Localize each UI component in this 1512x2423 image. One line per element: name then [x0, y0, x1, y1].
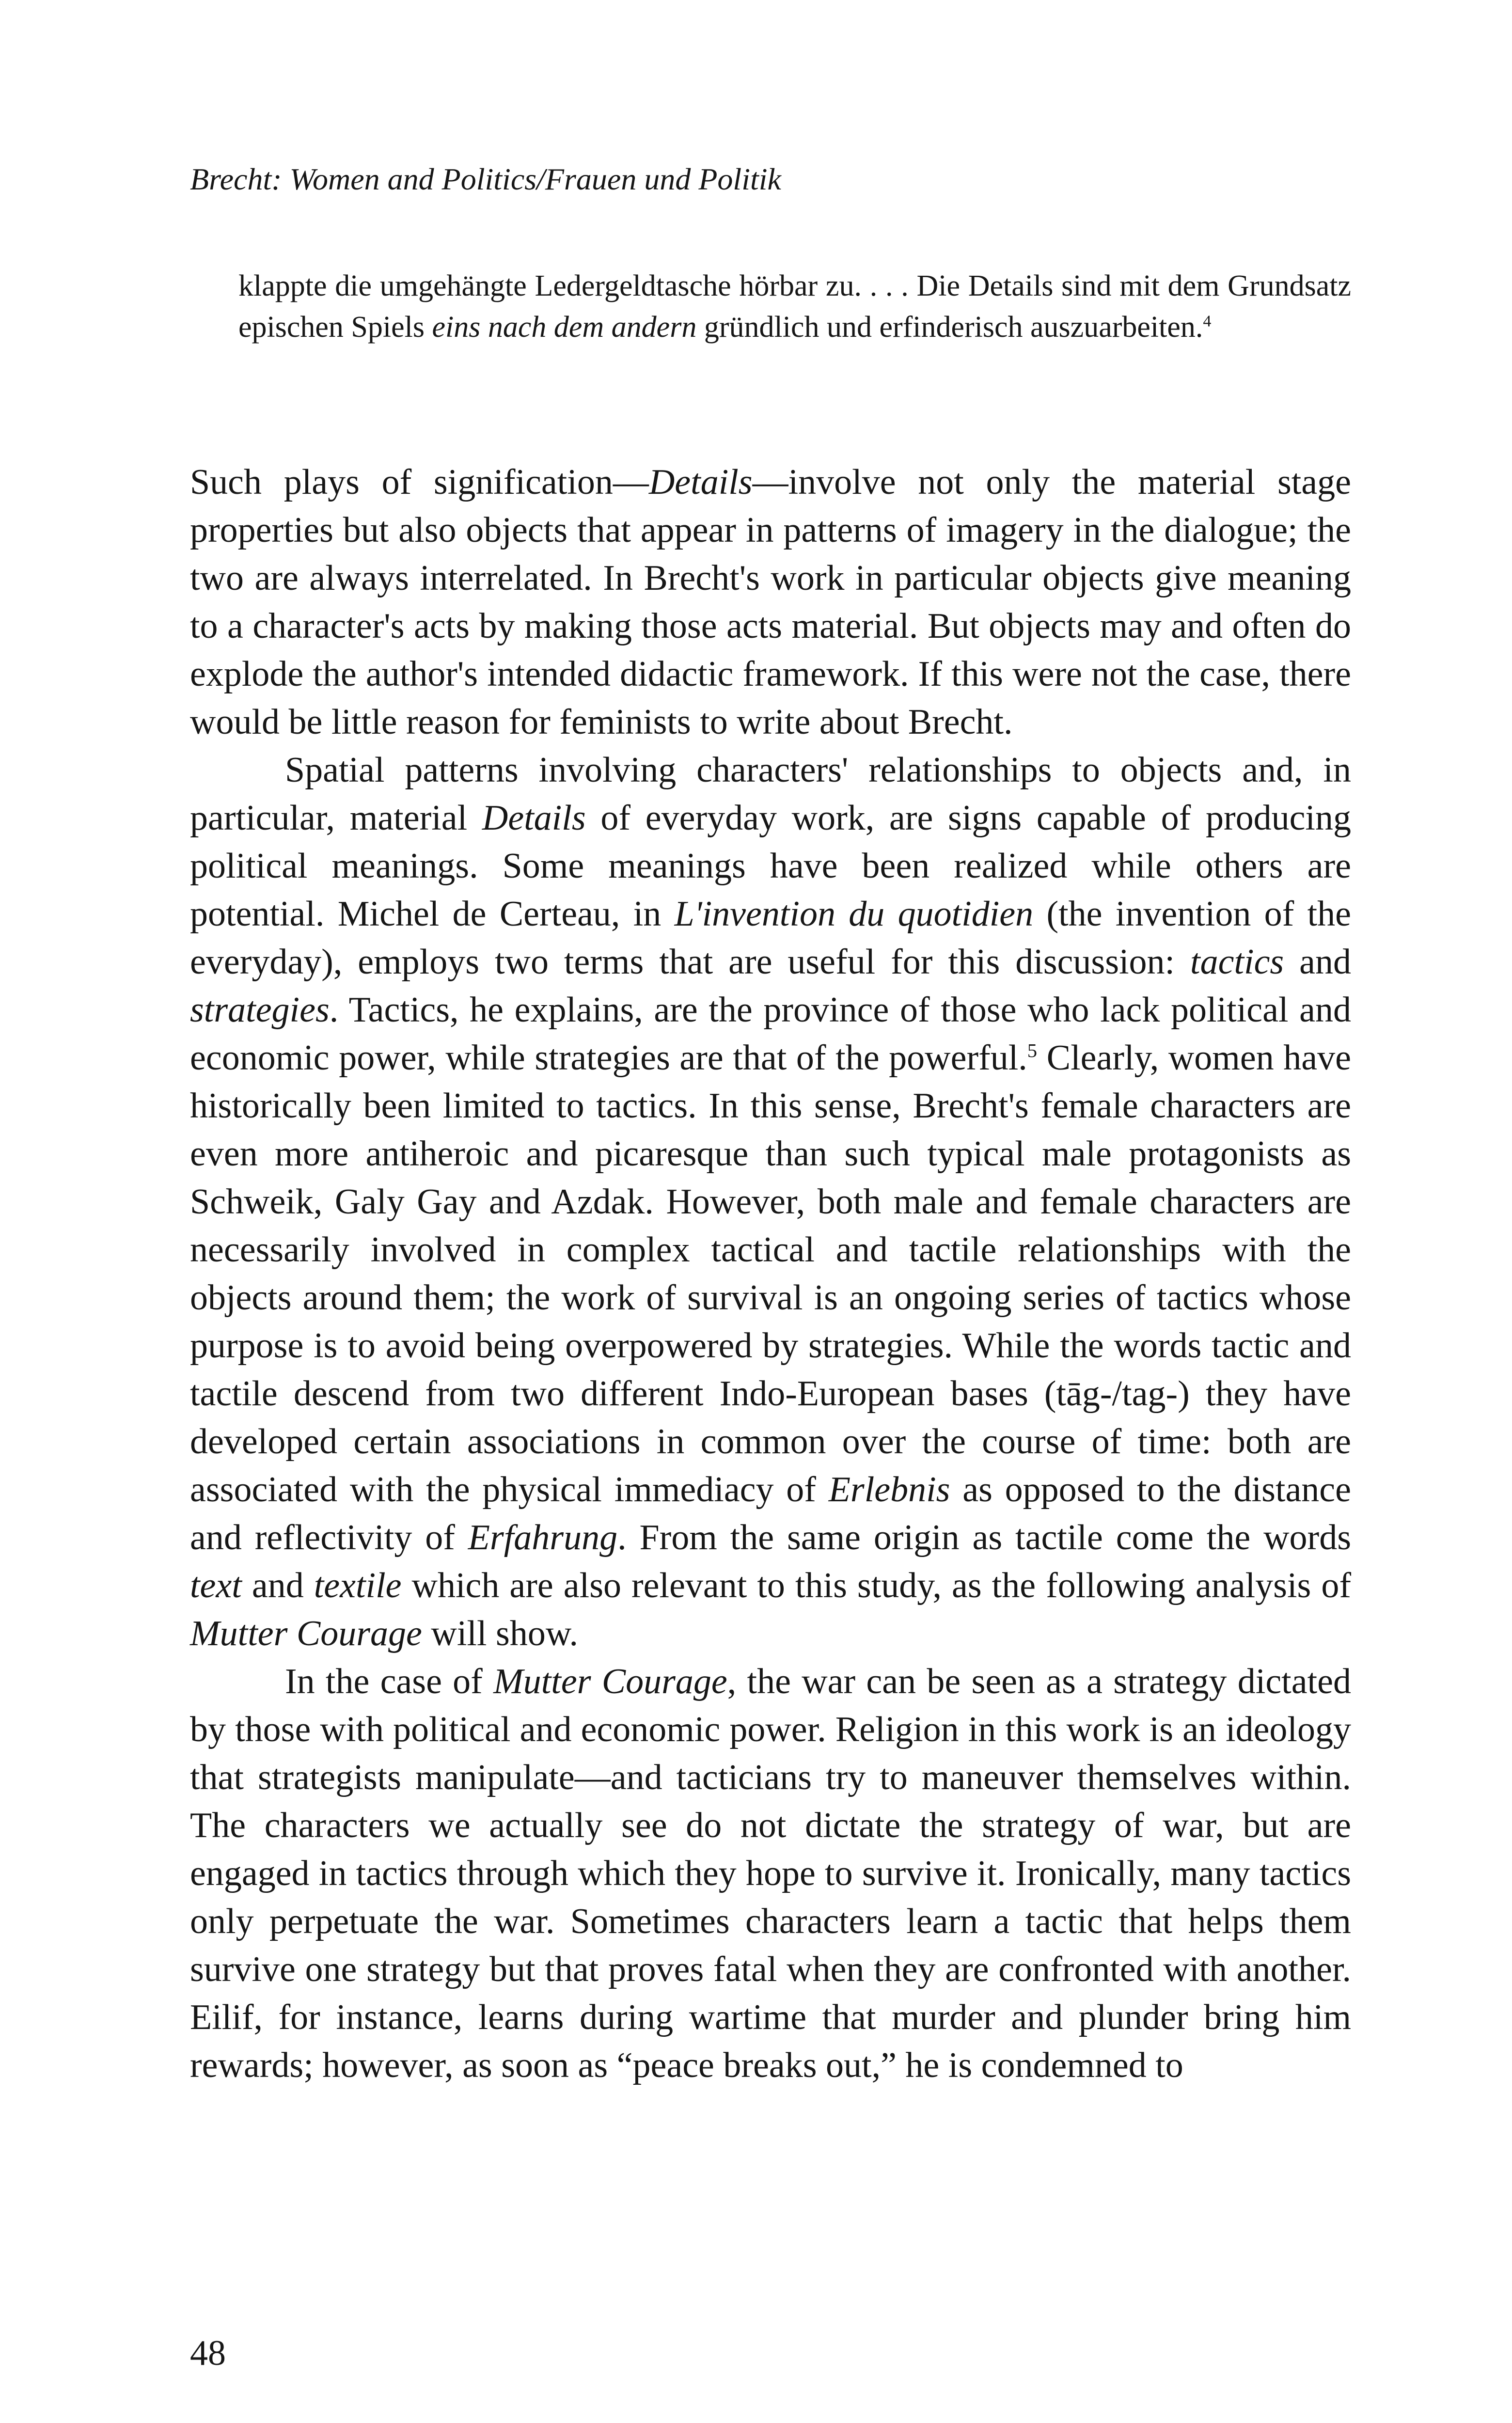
page-number: 48	[190, 2333, 226, 2373]
body-text	[190, 458, 1351, 2090]
paragraph-text: . Tactics, he explains, are the province of those who lack political and economic power, while strategies are that of the powerful.	[190, 990, 1351, 1078]
paragraph-text: —involve not only the material stage properties but also objects that appear in patterns of imagery in the dialogue; the two are always interrelated. In Brecht's work in particular objects give meaning to a character's acts by making those acts material. But objects may and often do explode the author's intended didactic framework. If this were not the case, there would be little reason for feminists to write about Brecht.	[190, 462, 1351, 742]
paragraph-emphasis: Erfahrung	[468, 1518, 618, 1558]
paragraph-text: and	[1284, 942, 1351, 982]
paragraph-2	[190, 746, 1351, 1658]
paragraph-text: and	[241, 1566, 314, 1605]
paragraph-text: Such plays of signification—	[190, 462, 649, 502]
paragraph-text: of everyday work, are signs capable of producing political meanings. Some meanings have been realized while others are potential. Michel de Certeau, in	[190, 798, 1351, 934]
paragraph-emphasis: strategies	[190, 990, 330, 1030]
running-header: Brecht: Women and Politics/Frauen und Politik	[190, 162, 781, 196]
quote-text: gründlich und erfinderisch auszuarbeiten.	[696, 311, 1203, 344]
paragraph-text: Spatial patterns involving characters' relationships to objects and, in particular, material	[190, 750, 1351, 838]
paragraph-emphasis: textile	[314, 1566, 402, 1605]
footnote-ref-5: 5	[1027, 1039, 1038, 1062]
paragraph-text: which are also relevant to this study, as the following analysis of	[401, 1566, 1351, 1605]
paragraph-emphasis: Details	[648, 462, 753, 502]
paragraph-text: , the war can be seen as a strategy dictated by those with political and economic power. Religion in this work is an ideology that strategists manipulate—and tacticians try to maneuver themselves within. The characters we actually see do not dictate the strategy of war, but are engaged in tactics through which they hope to survive it. Ironically, many tactics only perpetuate the war. Sometimes characters learn a tactic that helps them survive one strategy but that proves fatal when they are confronted with another. Eilif, for instance, learns during wartime that murder and plunder bring him rewards; however, as soon as “peace breaks out,” he is condemned to	[190, 1662, 1351, 2085]
paragraph-3	[190, 1658, 1351, 2090]
paragraph-1	[190, 458, 1351, 746]
quote-text: klappte die umgehängte Ledergeldtasche hörbar zu. . . . Die Details sind mit dem Grundsatz epischen Spiels	[238, 269, 1351, 344]
paragraph-emphasis: text	[190, 1566, 242, 1605]
paragraph-text: as opposed to the distance and reflectivity of	[190, 1470, 1351, 1558]
paragraph-text: . From the same origin as tactile come the words	[617, 1518, 1351, 1558]
paragraph-emphasis: Mutter Courage	[493, 1662, 727, 1701]
paragraph-emphasis: Mutter Courage	[190, 1614, 422, 1653]
block-quote	[238, 266, 1351, 348]
footnote-ref-4: 4	[1203, 312, 1212, 330]
paragraph-text: In the case of	[285, 1662, 494, 1701]
quote-emphasis: eins nach dem andern	[432, 311, 697, 344]
paragraph-emphasis: Erlebnis	[828, 1470, 950, 1510]
paragraph-emphasis: Details	[482, 798, 586, 838]
paragraph-text: Clearly, women have historically been limited to tactics. In this sense, Brecht's female characters are even more antiheroic and picaresque than such typical male protagonists as Schweik, Galy Gay and Azdak. However, both male and female characters are necessarily involved in complex tactical and tactile relationships with the objects around them; the work of survival is an ongoing series of tactics whose purpose is to avoid being overpowered by strategies. While the words tactic and tactile descend from two different Indo-European bases (tāg-/tag-) they have developed certain associations in common over the course of time: both are associated with the physical immediacy of	[190, 1038, 1351, 1510]
paragraph-emphasis: tactics	[1190, 942, 1284, 982]
paragraph-emphasis: L'invention du quotidien	[674, 894, 1034, 934]
paragraph-text: (the invention of the everyday), employs two terms that are useful for this discussion:	[190, 894, 1351, 982]
paragraph-text: will show.	[422, 1614, 578, 1653]
